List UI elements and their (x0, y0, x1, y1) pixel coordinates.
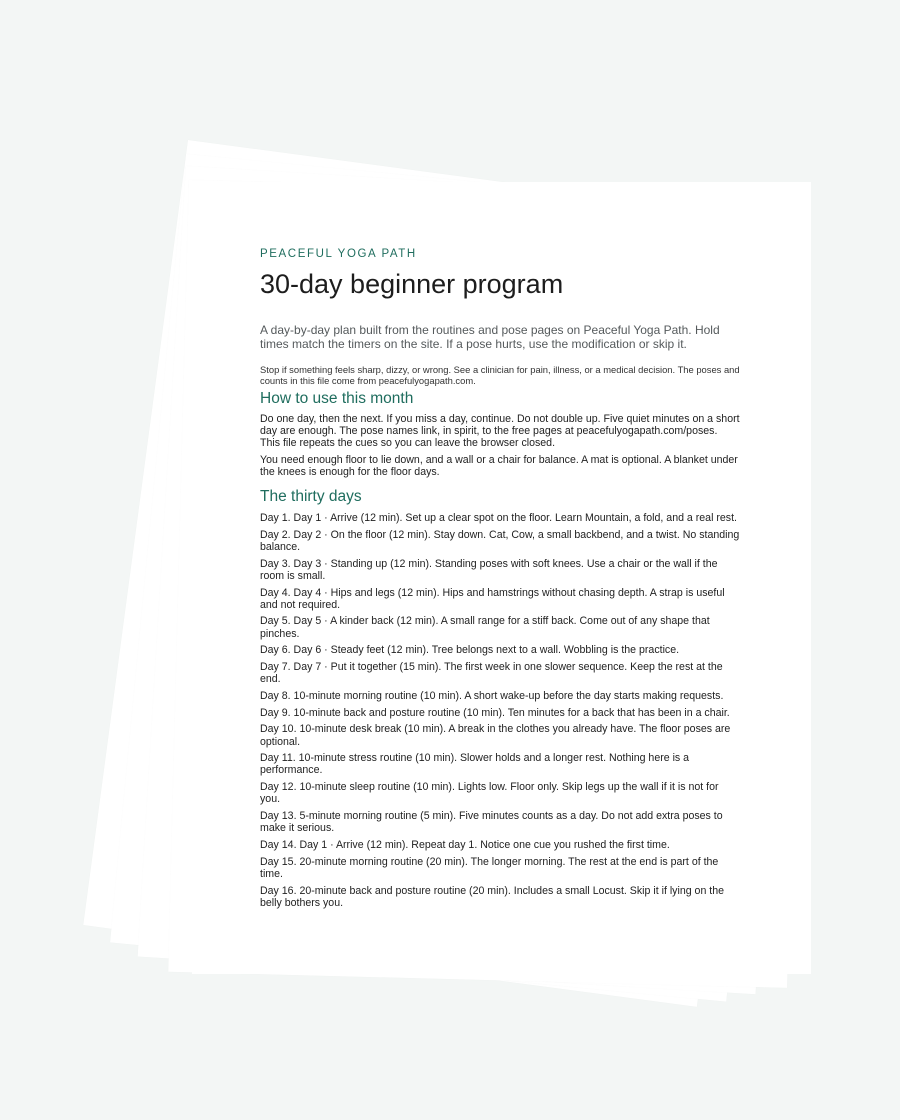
day-list (260, 512, 740, 909)
how-to-paragraph: You need enough floor to lie down, and a wall or a chair for balance. A mat is optional. A blanket under the knees is enough for the floor days. (260, 453, 738, 478)
intro-paragraph: A day-by-day plan built from the routines and pose pages on Peaceful Yoga Path. Hold times match the timers on the site. If a pose hurts, use the modification or skip it. (260, 323, 720, 351)
disclaimer: Stop if something feels sharp, dizzy, or wrong. See a clinician for pain, illness, or a medical decision. The poses and counts in this file come from peacefulyogapath.com. (260, 364, 740, 386)
day-item: Day 4. Day 4 · Hips and legs (12 min). Hips and hamstrings without chasing depth. A strap is useful and not required. (260, 586, 725, 611)
day-item: Day 3. Day 3 · Standing up (12 min). Standing poses with soft knees. Use a chair or the wall if the room is small. (260, 557, 718, 582)
day-item: Day 5. Day 5 · A kinder back (12 min). A small range for a stiff back. Come out of any shape that pinches. (260, 615, 710, 640)
day-item: Day 15. 20-minute morning routine (20 min). The longer morning. The rest at the end is part of the time. (260, 855, 719, 880)
how-to-heading: How to use this month (260, 390, 414, 407)
page-content (260, 247, 740, 914)
how-to-paragraph: Do one day, then the next. If you miss a day, continue. Do not double up. Five quiet minutes on a short day are enough. The pose names link, in spirit, to the free pages at peacefulyogapath.com/poses. This file repeats the cues so you can leave the browser closed. (260, 413, 740, 450)
day-item: Day 14. Day 1 · Arrive (12 min). Repeat day 1. Notice one cue you rushed the first time. (260, 838, 670, 851)
day-item: Day 11. 10-minute stress routine (10 min). Slower holds and a longer rest. Nothing here is a performance. (260, 752, 690, 777)
day-item: Day 10. 10-minute desk break (10 min). A break in the clothes you already have. The floor poses are optional. (260, 723, 731, 748)
brand-label: PEACEFUL YOGA PATH (260, 248, 417, 260)
day-item: Day 7. Day 7 · Put it together (15 min). The first week in one slower sequence. Keep the rest at the end. (260, 661, 723, 686)
day-item: Day 16. 20-minute back and posture routine (20 min). Includes a small Locust. Skip it if lying on the belly bothers you. (260, 884, 725, 909)
day-item: Day 2. Day 2 · On the floor (12 min). Stay down. Cat, Cow, a small backbend, and a twist. No standing balance. (260, 528, 740, 553)
day-item: Day 13. 5-minute morning routine (5 min). Five minutes counts as a day. Do not add extra poses to make it serious. (260, 810, 723, 835)
days-heading: The thirty days (260, 488, 362, 506)
day-item: Day 9. 10-minute back and posture routine (10 min). Ten minutes for a back that has been in a chair. (260, 706, 730, 719)
day-item: Day 8. 10-minute morning routine (10 min). A short wake-up before the day starts making requests. (260, 689, 724, 702)
day-item: Day 6. Day 6 · Steady feet (12 min). Tree belongs next to a wall. Wobbling is the practice. (260, 644, 680, 657)
day-item: Day 1. Day 1 · Arrive (12 min). Set up a clear spot on the floor. Learn Mountain, a fold, and a real rest. (260, 512, 737, 525)
day-item: Day 12. 10-minute sleep routine (10 min). Lights low. Floor only. Skip legs up the wall if it is not for you. (260, 781, 719, 806)
page-title: 30-day beginner program (260, 269, 564, 299)
